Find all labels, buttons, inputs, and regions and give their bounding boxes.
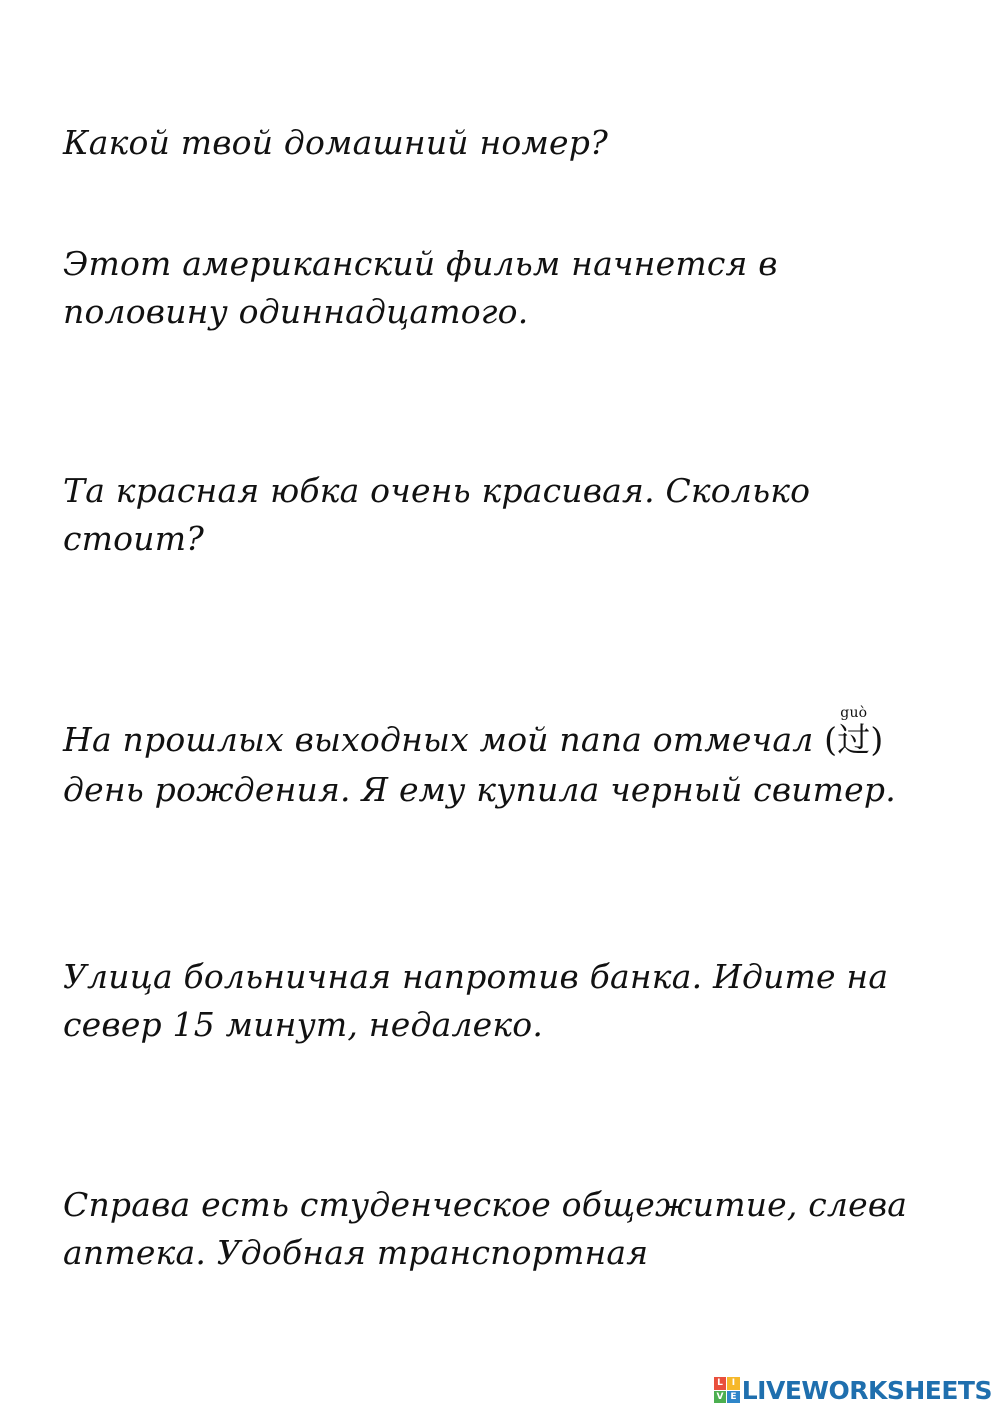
logo-tile-4: E — [727, 1391, 740, 1404]
logo-tile-1: L — [714, 1377, 727, 1390]
liveworksheets-brand[interactable] — [714, 1373, 992, 1407]
sentence-6-line-2: аптека. Удобная транспортная — [63, 1233, 649, 1272]
sentence-5 — [63, 953, 963, 1049]
sentence-5-line-2: север 15 минут, недалеко. — [63, 1005, 544, 1044]
sentence-3-line-2: стоит? — [63, 519, 205, 558]
liveworksheets-wordmark: LIVEWORKSHEETS — [741, 1375, 992, 1405]
hanzi-with-pinyin — [837, 705, 871, 759]
hanzi-character: 过 — [837, 720, 871, 759]
sentence-6 — [63, 1181, 963, 1277]
sentence-1 — [63, 119, 963, 167]
sentence-2-line-2: половину одиннадцатого. — [63, 292, 529, 331]
sentence-3-line-1: Та красная юбка очень красивая. Сколько — [63, 471, 811, 510]
sentence-5-line-1: Улица больничная напротив банка. Идите на — [63, 957, 889, 996]
sentence-6-line-1: Справа есть студенческое общежитие, слева — [63, 1185, 908, 1224]
sentence-2-line-1: Этот американский фильм начнется в — [63, 244, 778, 283]
logo-tile-2: I — [727, 1377, 740, 1390]
sentence-3 — [63, 467, 963, 563]
paren-open: ( — [824, 720, 838, 759]
paren-close: ) — [870, 720, 884, 759]
sentence-2 — [63, 240, 963, 336]
sentence-4 — [63, 706, 963, 818]
sentence-4-line-1 — [63, 706, 963, 768]
sentence-4-text: На прошлых выходных мой папа отмечал — [63, 720, 825, 759]
liveworksheets-logo-icon — [714, 1377, 740, 1403]
sentence-1-line-1: Какой твой домашний номер? — [63, 123, 608, 162]
sentence-4-line-2: день рождения. Я ему купила черный свитер. — [63, 770, 896, 809]
pinyin-annotation: guò — [837, 705, 871, 721]
logo-tile-3: V — [714, 1391, 727, 1404]
